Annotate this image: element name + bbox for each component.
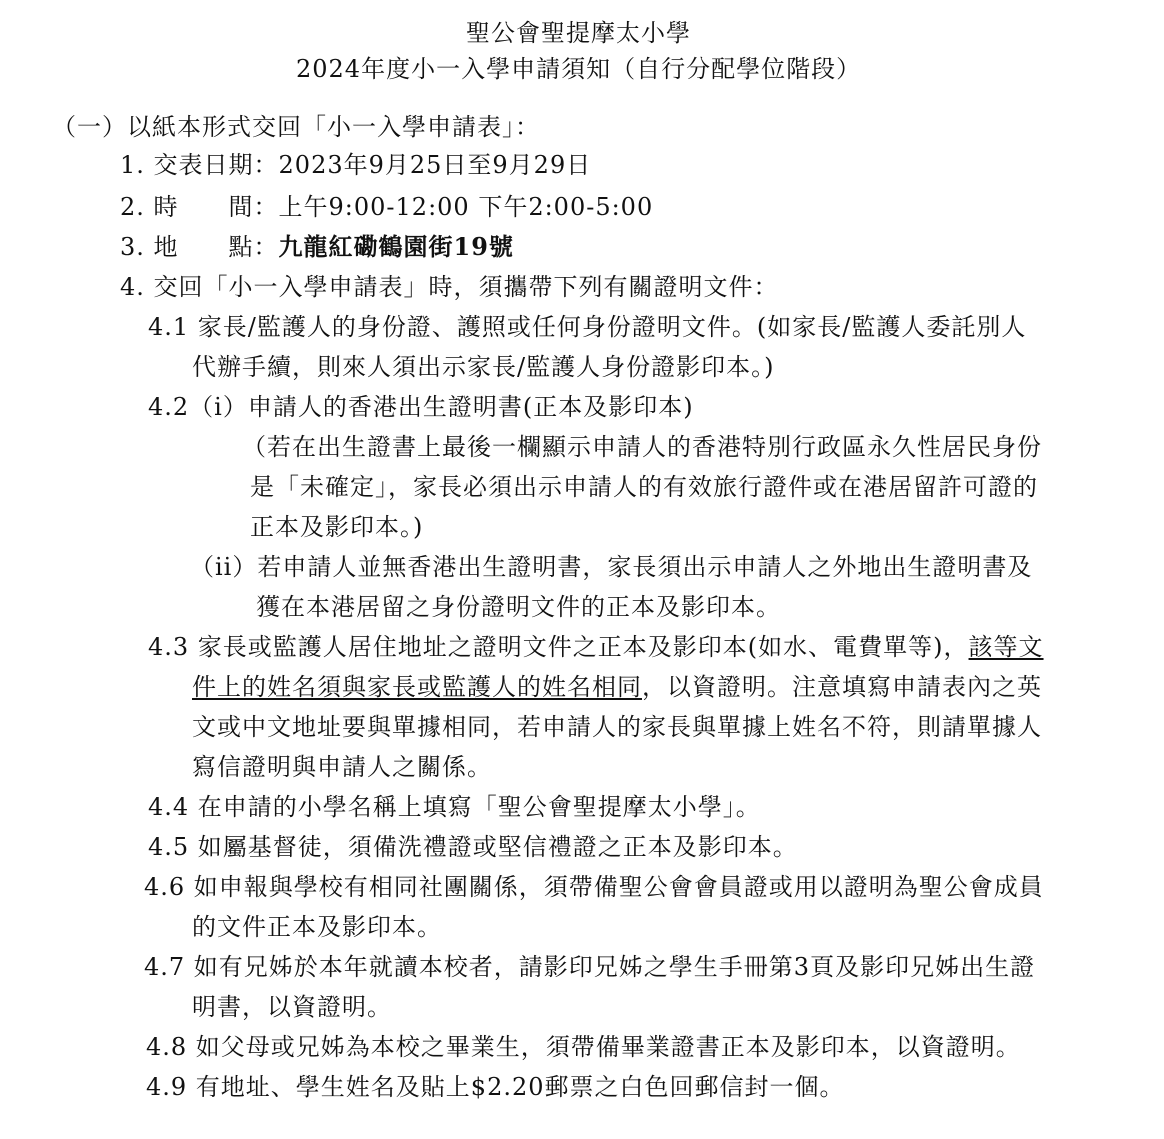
- subitem-4-7-line2: 明書，以資證明。: [192, 993, 392, 1021]
- subitem-4-3-line2-text: ，以資證明。注意填寫申請表內之英: [642, 673, 1042, 701]
- subitem-4-3-underlined-end: 件上的姓名須與家長或監護人的姓名相同: [192, 673, 642, 701]
- subitem-4-3-line4: 寫信證明與申請人之關係。: [192, 753, 492, 781]
- subitem-4-3-line2: [192, 672, 1042, 702]
- section-heading: （一）以紙本形式交回「小一入學申請表」：: [52, 113, 540, 141]
- subitem-4-6-line2: 的文件正本及影印本。: [192, 913, 442, 941]
- item-location-address: 九龍紅磡鶴園街19號: [278, 232, 514, 261]
- subitem-4-2-line3: 是「未確定」，家長必須出示申請人的有效旅行證件或在港居留許可證的: [250, 473, 1038, 501]
- item-submission-date: 1. 交表日期：2023年9月25日至9月29日: [120, 151, 592, 179]
- subitem-4-1-line1: 4.1 家長/監護人的身份證、護照或任何身份證明文件。(如家長/監護人委託別人: [148, 313, 1027, 341]
- item-documents-intro: 4. 交回「小一入學申請表」時，須攜帶下列有關證明文件：: [120, 273, 779, 301]
- subitem-4-3-underlined-start: 該等文: [968, 633, 1044, 661]
- subitem-4-1-line2: 代辦手續，則來人須出示家長/監護人身份證影印本。): [192, 353, 775, 381]
- subitem-4-2-line4: 正本及影印本。): [250, 513, 424, 541]
- school-title: 聖公會聖提摩太小學: [466, 19, 691, 47]
- item-location: [120, 232, 514, 262]
- subitem-4-2-line1: 4.2（i）申請人的香港出生證明書(正本及影印本): [148, 393, 694, 421]
- subitem-4-2-ii-line2: 獲在本港居留之身份證明文件的正本及影印本。: [256, 593, 781, 621]
- subitem-4-3-line3: 文或中文地址要與單據相同，若申請人的家長與單據上姓名不符，則請單據人: [192, 713, 1042, 741]
- subitem-4-3-line1-text: 4.3 家長或監護人居住地址之證明文件之正本及影印本(如水、電費單等)，: [148, 633, 969, 661]
- subitem-4-3-line1: [148, 632, 1044, 662]
- subitem-4-7-line1: 4.7 如有兄姊於本年就讀本校者，請影印兄姊之學生手冊第3頁及影印兄姊出生證: [144, 953, 1036, 981]
- item-time: 2. 時 間：上午9:00-12:00 下午2:00-5:00: [120, 193, 654, 221]
- subitem-4-4: 4.4 在申請的小學名稱上填寫「聖公會聖提摩太小學」。: [148, 793, 761, 821]
- subitem-4-8: 4.8 如父母或兄姊為本校之畢業生，須帶備畢業證書正本及影印本，以資證明。: [146, 1033, 1021, 1061]
- subitem-4-2-ii-line1: （ii）若申請人並無香港出生證明書，家長須出示申請人之外地出生證明書及: [190, 553, 1033, 581]
- subitem-4-9: 4.9 有地址、學生姓名及貼上$2.20郵票之白色回郵信封一個。: [146, 1073, 845, 1101]
- document-subtitle: 2024年度小一入學申請須知（自行分配學位階段）: [296, 55, 862, 83]
- item-location-label: 3. 地 點：: [120, 233, 279, 261]
- subitem-4-5: 4.5 如屬基督徒，須備洗禮證或堅信禮證之正本及影印本。: [148, 833, 798, 861]
- subitem-4-2-line2: （若在出生證書上最後一欄顯示申請人的香港特別行政區永久性居民身份: [242, 433, 1042, 461]
- subitem-4-6-line1: 4.6 如申報與學校有相同社團關係，須帶備聖公會會員證或用以證明為聖公會成員: [144, 873, 1044, 901]
